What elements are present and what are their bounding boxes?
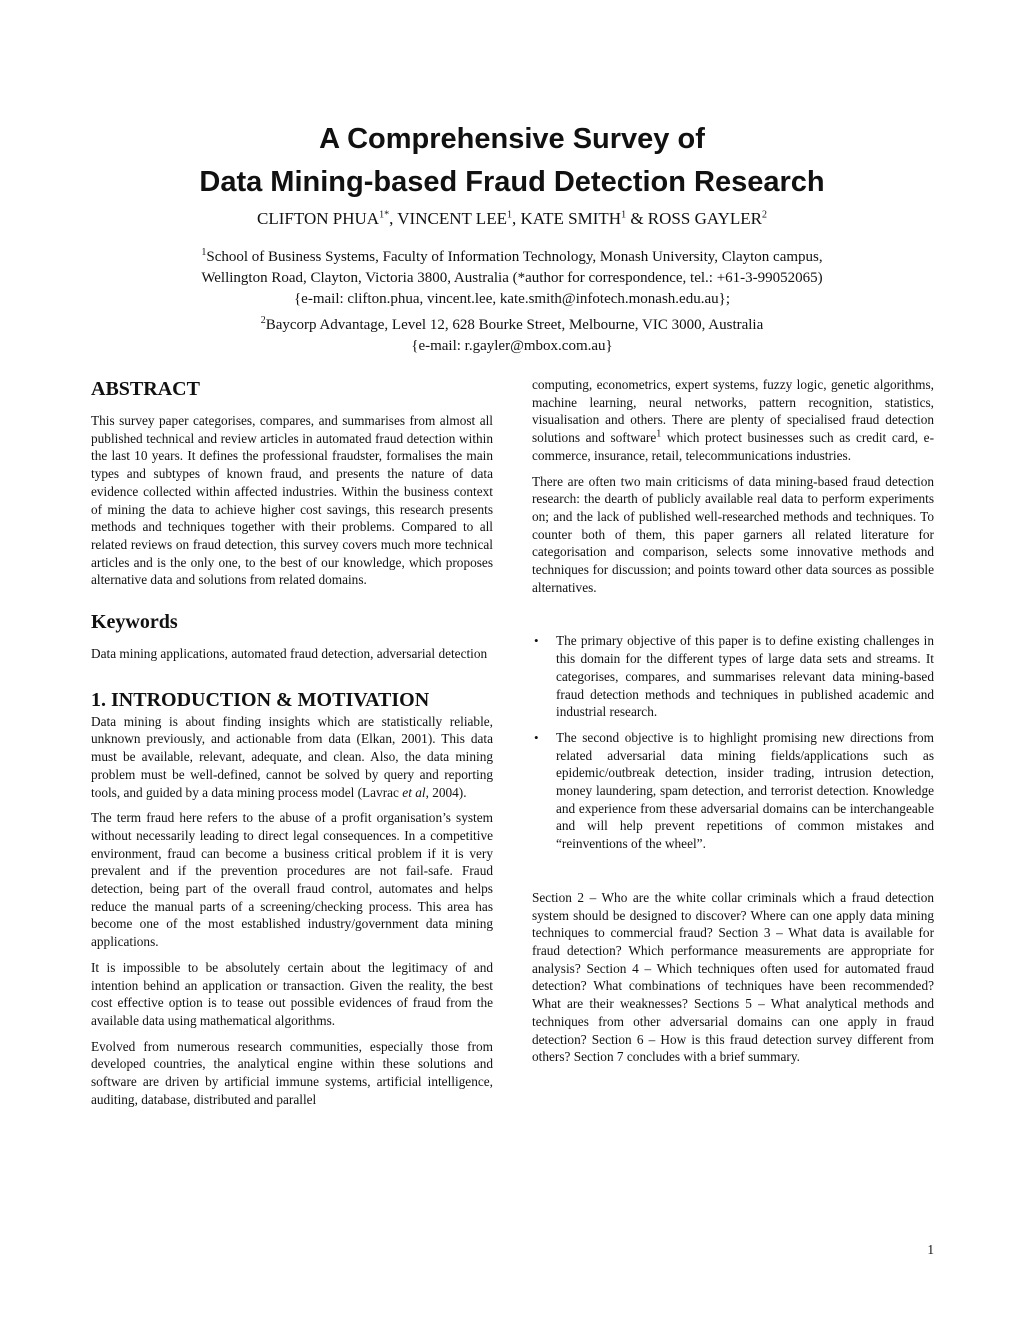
- intro-paragraph-3: It is impossible to be absolutely certain about the legitimacy of and intention behind an application or transaction. Given the reality, the best cost effective option is to tease out possible evidences of fraud from the available data using mathematical algorithms.: [91, 959, 493, 1028]
- paper-title-line-2: Data Mining-based Fraud Detection Research: [199, 166, 825, 198]
- objective-bullet-1: [532, 632, 934, 721]
- author-name: VINCENT LEE: [397, 209, 507, 228]
- affiliation-2-email: {e-mail: r.gayler@mbox.com.au}: [411, 338, 613, 354]
- intro-continued-paragraph: [532, 376, 934, 465]
- keywords-heading: Keywords: [91, 611, 178, 634]
- page-number: 1: [927, 1242, 934, 1257]
- abstract-heading: ABSTRACT: [91, 378, 200, 400]
- body-text: computing, econometrics, expert systems, fuzzy logic, genetic algorithms, machine learning, neural networks, pattern recognition, statistics, visualisation and others. There are plenty of specialised fraud detection solutions and software: [532, 377, 934, 446]
- footnote-mark: 1: [656, 428, 662, 440]
- author-separator: ,: [389, 209, 398, 228]
- intro-paragraph-4: Evolved from numerous research communities, especially those from developed countries, the analytical engine within these solutions and software are driven by artificial immune systems, artificial intelligence, auditing, database, distributed and parallel: [91, 1038, 493, 1107]
- section-overview-paragraph: Section 2 – Who are the white collar criminals which a fraud detection system should be designed to discover? Where can one apply data mining techniques to commercial fraud? Section 3 – What data is available for fraud detection? Which performance measurements are appropriate for analysis? Section 4 – Which techniques often used for automated fraud detection? What combinations of techniques have been recommended? What are their weaknesses? Sections 5 – What analytical methods and techniques from other adversarial domains can one apply in fraud detection? Section 6 – How is this fraud detection survey different from others? Section 7 concludes with a brief summary.: [532, 889, 934, 1065]
- objective-2-text: The second objective is to highlight promising new directions from related adversarial data mining fields/applications such as epidemic/outbreak detection, insider trading, intrusion detection, money laundering, spam detection, and terrorist detection. Knowledge and experience from these adversarial domains can be interchangeable and will help prevent repetitions of common mistakes and “reinventions of the wheel”.: [556, 729, 934, 852]
- author-separator: ,: [511, 209, 521, 228]
- author-affiliation-mark: 1*: [379, 209, 390, 221]
- body-text: which protect businesses such as credit card, e-commerce, insurance, retail, telecommunications industries.: [532, 430, 935, 463]
- intro-paragraph-1: [91, 713, 493, 802]
- author-affiliation-mark: 1: [621, 209, 627, 221]
- affiliation-1-line-2: Wellington Road, Clayton, Victoria 3800, Australia (*author for correspondence, tel.: +61-3-99052065): [201, 270, 823, 286]
- intro-paragraph-2: The term fraud here refers to the abuse of a profit organisation’s system without necessarily leading to direct legal consequences. In a competitive environment, fraud can become a business critical problem if it is very prevalent and if the prevention procedures are not fail-safe. Fraud detection, being part of the overall fraud control, automates and helps reduce the manual parts of a screening/checking process. This area has become one of the most established industry/government data mining applications.: [91, 810, 493, 950]
- affiliation-1-email: {e-mail: clifton.phua, vincent.lee, kate.smith@infotech.monash.edu.au};: [293, 291, 730, 307]
- criticisms-paragraph: There are often two main criticisms of data mining-based fraud detection research: the dearth of publicly available real data to perform experiments on; and the lack of published well-researched methods and techniques. To counter both of them, this paper garners all related literature for categorisation and comparison, selects some innovative methods and techniques for discussion; and points toward other data sources as possible alternatives.: [532, 473, 934, 595]
- affiliation-text: Baycorp Advantage, Level 12, 628 Bourke Street, Melbourne, VIC 3000, Australia: [265, 317, 764, 333]
- intro-citation-italic: et al: [402, 784, 426, 800]
- affiliation-2-line-1: [0, 315, 1024, 336]
- left-column: [91, 376, 493, 1109]
- intro-text: Data mining is about finding insights which are statistically reliable, unknown previously, and actionable from data (Elkan, 2001). This data must be available, relevant, adequate, and clean. Also, the data mining problem must be well-defined, cannot be solved by query and reporting tools, and guided by a data mining process model (Lavrac: [91, 713, 493, 800]
- objective-1-text: The primary objective of this paper is to define existing challenges in this domain for the different types of large data sets and streams. It categorises, compares, and summarises relevant data mining-based fraud detection methods and techniques in published academic and industrial research.: [556, 633, 934, 720]
- affiliation-text: School of Business Systems, Faculty of Information Technology, Monash University, Clayton campus,: [206, 249, 823, 265]
- affiliation-1-line-1: [0, 247, 1024, 268]
- affiliation-mark: 2: [260, 315, 266, 326]
- bullet-icon: •: [534, 633, 539, 649]
- intro-text: , 2004).: [425, 784, 467, 800]
- bullet-icon: •: [534, 729, 539, 745]
- keywords-text: Data mining applications, automated fraud detection, adversarial detection: [91, 646, 488, 662]
- affiliation-2: [0, 315, 1024, 357]
- author-affiliation-mark: 1: [506, 209, 512, 221]
- author-name: ROSS GAYLER: [647, 209, 762, 228]
- affiliation-mark: 1: [201, 247, 207, 258]
- objective-bullet-2: [532, 729, 934, 853]
- author-affiliation-mark: 2: [761, 209, 767, 221]
- introduction-heading: 1. INTRODUCTION & MOTIVATION: [91, 688, 430, 711]
- author-list: [0, 207, 1024, 231]
- affiliation-1: [0, 247, 1024, 310]
- author-name: KATE SMITH: [520, 209, 622, 228]
- author-separator: &: [626, 209, 648, 228]
- right-column: [532, 376, 934, 1066]
- author-name: CLIFTON PHUA: [257, 209, 380, 228]
- abstract-text: This survey paper categorises, compares, and summarises from almost all published technical and review articles in automated fraud detection within the last 10 years. It defines the professional fraudster, formalises the main types and subtypes of known fraud, and presents the nature of data evidence collected within affected industries. Within the business context of mining the data to achieve higher cost savings, this research presents methods and techniques together with their problems. Compared to all related reviews on fraud detection, this survey covers much more technical articles and is the only one, to the best of our knowledge, which proposes alternative data and solutions from related domains.: [91, 413, 493, 588]
- paper-title-line-1: A Comprehensive Survey of: [319, 123, 705, 155]
